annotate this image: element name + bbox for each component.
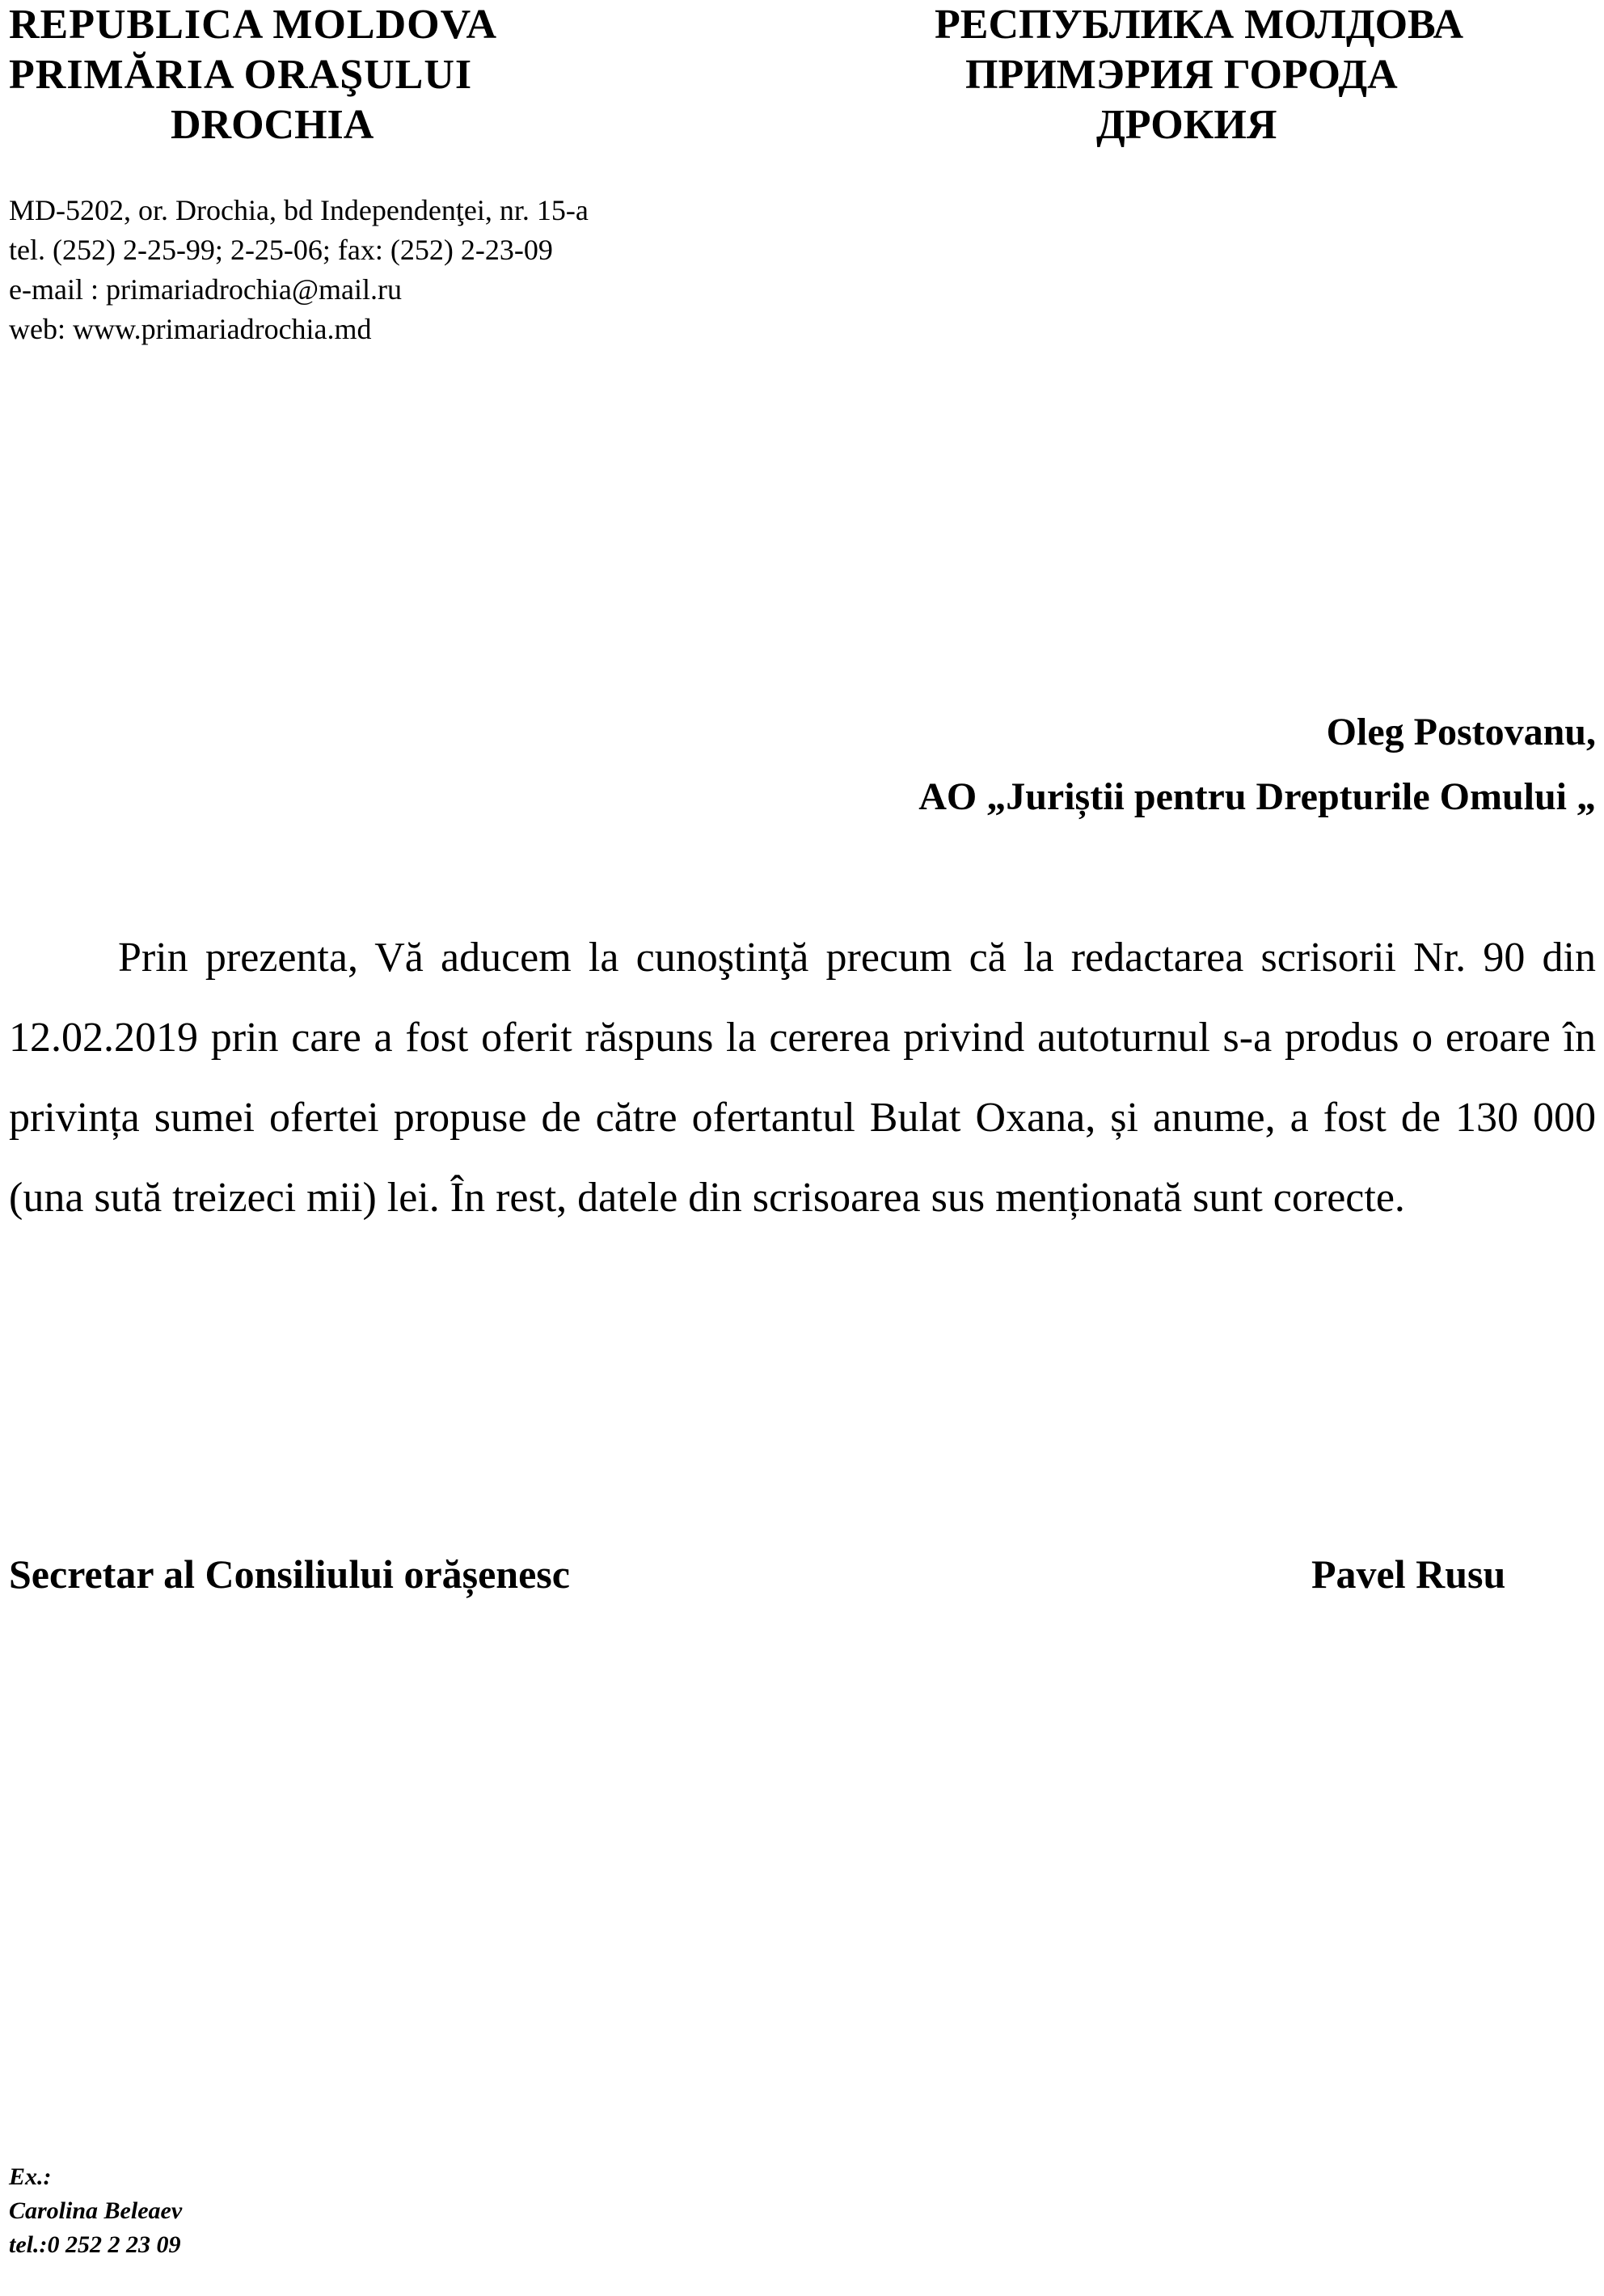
recipient-organization: AO „Juriștii pentru Drepturile Omului „: [918, 775, 1596, 818]
recipient-block: [464, 700, 1596, 829]
recipient-name: Oleg Postovanu,: [1326, 711, 1596, 753]
letter-body-paragraph: Prin prezenta, Vă aducem la cunoştinţă precum că la redactarea scrisorii Nr. 90 din 12.02.2019 prin care a fost oferit răspuns la cererea privind autoturnul s-a produs o eroare în privința sumei ofertei propuse de către ofertantul Bulat Oxana, și anume, a fost de 130 000 (una sută treizeci mii) lei. În rest, datele din scrisoarea sus menționată sunt corecte.: [9, 935, 1596, 1221]
contact-phones: tel. (252) 2-25-99; 2-25-06; fax: (252) 2-23-09: [9, 234, 553, 266]
contact-web: web: www.primariadrochia.md: [9, 313, 372, 345]
signatory-name: Pavel Rusu: [1311, 1551, 1506, 1597]
contact-address: MD-5202, or. Drochia, bd Independenţei, nr. 15-a: [9, 194, 589, 226]
letterhead-right: [935, 0, 1581, 150]
letterhead-country-ru: РЕСПУБЛИКА МОЛДОВА: [935, 2, 1464, 48]
letterhead-city-ro: DROCHIA: [171, 102, 374, 148]
letterhead-institution-ro: PRIMĂRIA ORAŞULUI: [9, 52, 473, 98]
contact-email: e-mail : primariadrochia@mail.ru: [9, 273, 402, 306]
letterhead-institution-ru: ПРИМЭРИЯ ГОРОДА: [965, 52, 1398, 98]
letterhead-country-ro: REPUBLICA MOLDOVA: [9, 2, 498, 48]
executor-label: Ex.:: [9, 2163, 52, 2190]
executor-phone: tel.:0 252 2 23 09: [9, 2231, 181, 2258]
signatory-title: Secretar al Consiliului orășenesc: [9, 1551, 570, 1597]
executor-block: [9, 2160, 182, 2262]
letterhead-left: [9, 0, 575, 150]
executor-name: Carolina Beleaev: [9, 2197, 183, 2224]
letterhead-city-ru: ДРОКИЯ: [1096, 102, 1277, 148]
contact-block: [9, 191, 737, 349]
